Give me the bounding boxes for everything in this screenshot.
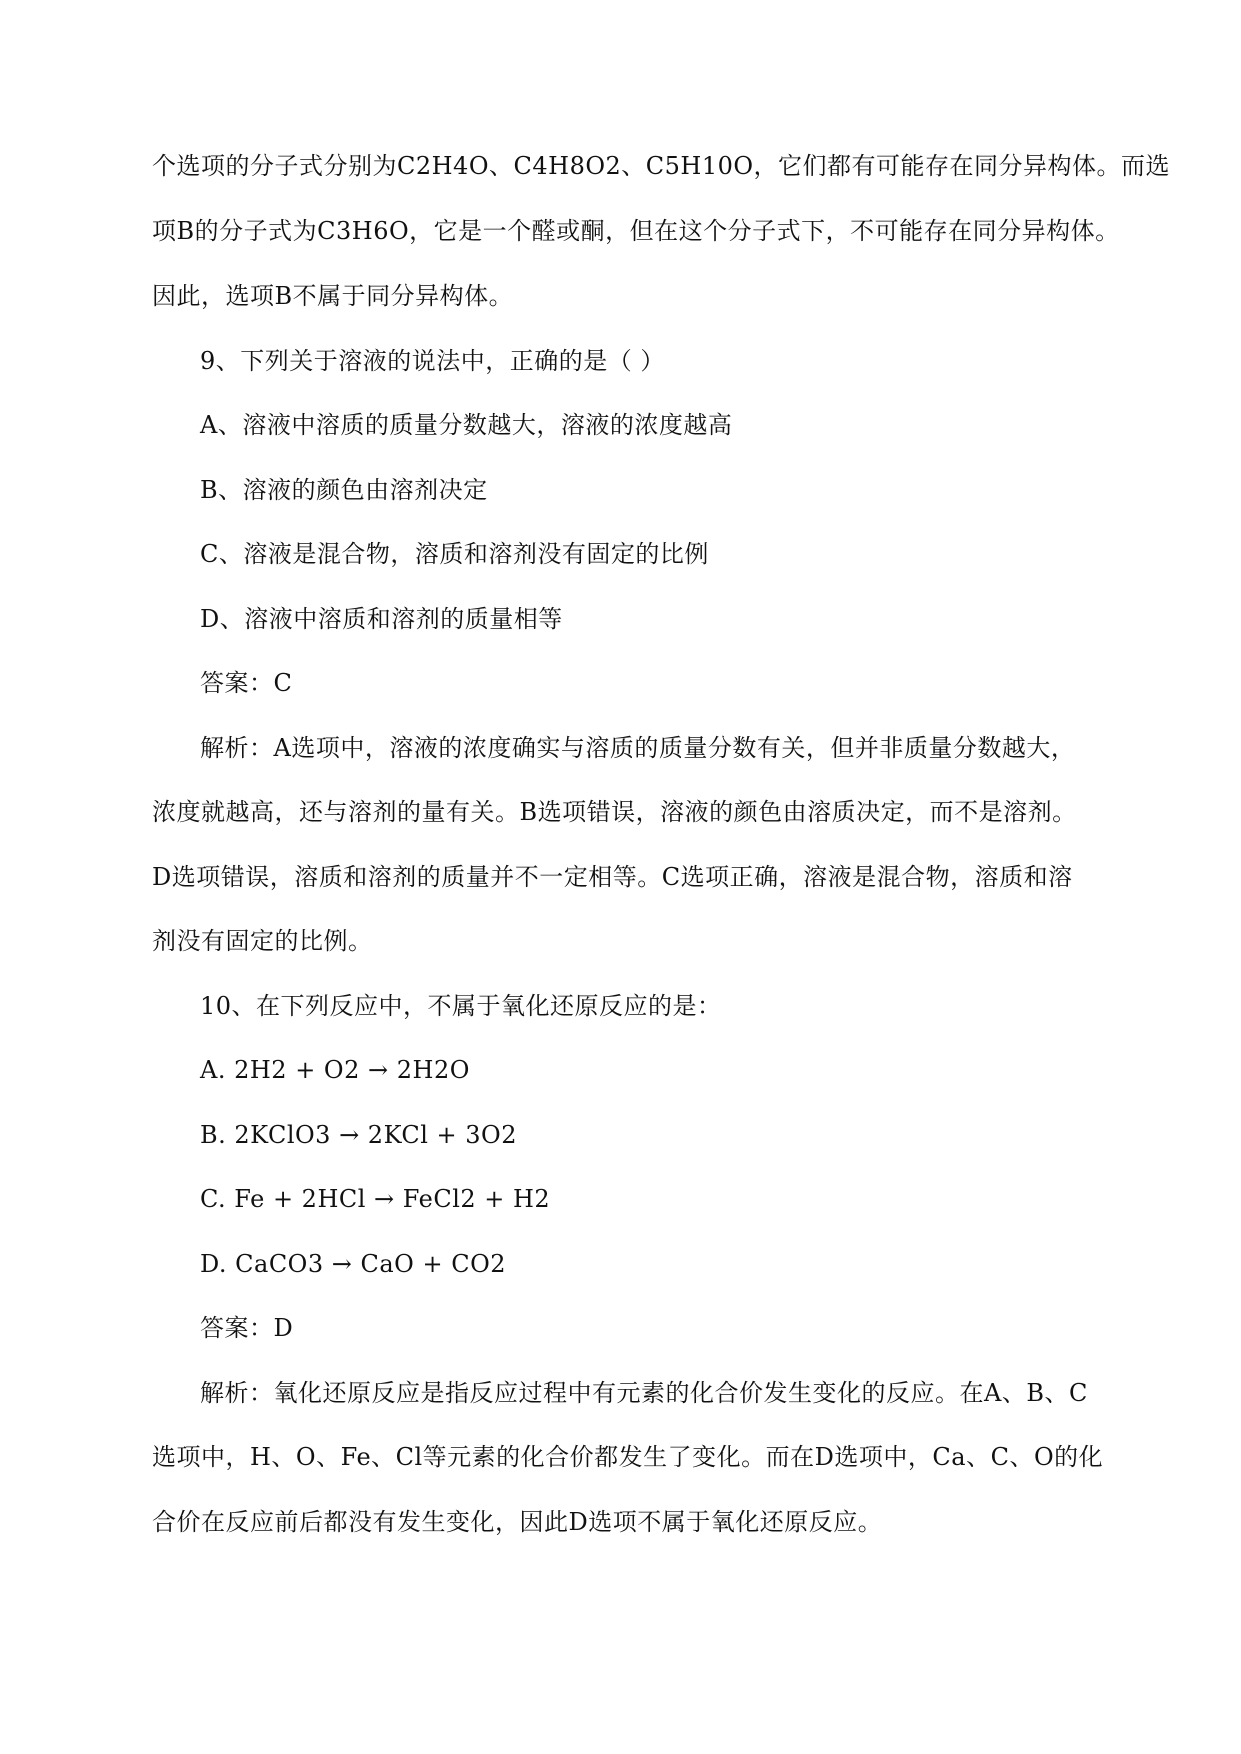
question-10-option-a: A. 2H2 + O2 → 2H2O [200, 1056, 470, 1084]
question-10-answer: 答案：D [200, 1314, 294, 1342]
question-9-explanation-line-1: 解析：A选项中，溶液的浓度确实与溶质的质量分数有关，但并非质量分数越大， [200, 734, 1076, 762]
question-10-explanation-line-3: 合价在反应前后都没有发生变化，因此D选项不属于氧化还原反应。 [152, 1508, 883, 1536]
question-9-option-a: A、溶液中溶质的质量分数越大，溶液的浓度越高 [200, 411, 733, 439]
question-9-option-b: B、溶液的颜色由溶剂决定 [200, 476, 488, 504]
question-10-option-c: C. Fe + 2HCl → FeCl2 + H2 [200, 1185, 551, 1213]
prev-explanation-line-1: 个选项的分子式分别为C2H4O、C4H8O2、C5H10O，它们都有可能存在同分异构体。而选 [152, 152, 1171, 180]
prev-explanation-line-2: 项B的分子式为C3H6O，它是一个醛或酮，但在这个分子式下，不可能存在同分异构体。 [152, 217, 1120, 245]
prev-explanation-line-3: 因此，选项B不属于同分异构体。 [152, 282, 514, 310]
question-9: 9、下列关于溶液的说法中，正确的是（ ） [200, 347, 665, 375]
question-9-explanation-line-2: 浓度就越高，还与溶剂的量有关。B选项错误，溶液的颜色由溶质决定，而不是溶剂。 [152, 798, 1077, 826]
question-10-explanation-line-2: 选项中，H、O、Fe、Cl等元素的化合价都发生了变化。而在D选项中，Ca、C、O的化 [152, 1443, 1104, 1471]
question-10-option-d: D. CaCO3 → CaO + CO2 [200, 1250, 507, 1278]
question-9-explanation-line-4: 剂没有固定的比例。 [152, 927, 373, 955]
question-9-option-d: D、溶液中溶质和溶剂的质量相等 [200, 605, 563, 633]
question-9-answer: 答案：C [200, 669, 293, 697]
question-9-explanation-line-3: D选项错误，溶质和溶剂的质量并不一定相等。C选项正确，溶液是混合物，溶质和溶 [152, 863, 1073, 891]
question-9-option-c: C、溶液是混合物，溶质和溶剂没有固定的比例 [200, 540, 709, 568]
question-10: 10、在下列反应中，不属于氧化还原反应的是： [200, 992, 722, 1020]
question-10-explanation-line-1: 解析：氧化还原反应是指反应过程中有元素的化合价发生变化的反应。在A、B、C [200, 1379, 1088, 1407]
question-10-option-b: B. 2KClO3 → 2KCl + 3O2 [200, 1121, 517, 1149]
